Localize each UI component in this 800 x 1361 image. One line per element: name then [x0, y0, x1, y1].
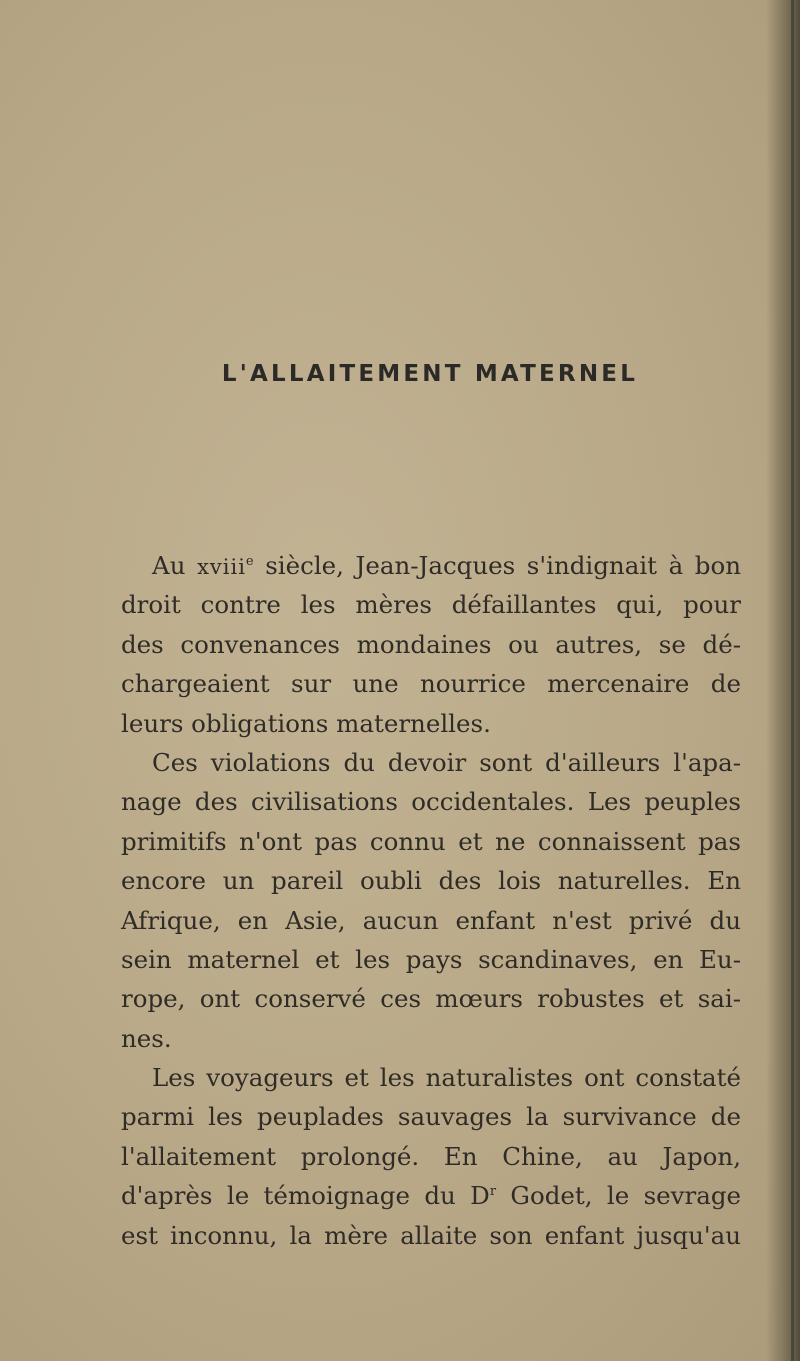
- text-fragment: des convenances mondaines ou autres, se dé-: [121, 629, 741, 659]
- text-line: [121, 1176, 741, 1215]
- text-line: [121, 704, 741, 743]
- text-line: [121, 664, 741, 703]
- text-fragment: encore un pareil oubli des lois naturelles. En: [121, 866, 741, 896]
- text-fragment: d'après le témoignage du D: [121, 1181, 490, 1211]
- text-line: [121, 822, 741, 861]
- text-line: [121, 782, 741, 821]
- text-fragment: sein maternel et les pays scandinaves, en Eu-: [121, 944, 741, 974]
- text-line: [121, 546, 741, 585]
- text-line: [121, 625, 741, 664]
- text-fragment: chargeaient sur une nourrice mercenaire de: [121, 669, 741, 699]
- text-line: [121, 1216, 741, 1255]
- text-fragment: e: [245, 554, 254, 569]
- page-edge: [766, 0, 800, 1361]
- text-fragment: l'allaitement prolongé. En Chine, au Japon,: [121, 1141, 741, 1171]
- text-fragment: Au: [152, 551, 198, 580]
- text-line: [121, 1019, 741, 1058]
- text-fragment: leurs obligations maternelles.: [121, 708, 491, 738]
- text-line: [121, 1097, 741, 1136]
- text-fragment: droit contre les mères défaillantes qui, pour: [121, 590, 741, 620]
- text-line: [121, 861, 741, 900]
- body-text: [121, 546, 741, 1255]
- text-line: [121, 1137, 741, 1176]
- text-fragment: rope, ont conservé ces mœurs robustes et sai-: [121, 984, 741, 1014]
- text-line: [121, 940, 741, 979]
- text-fragment: Les voyageurs et les naturalistes ont constaté: [152, 1063, 741, 1093]
- text-fragment: xviii: [197, 555, 246, 579]
- text-fragment: parmi les peuplades sauvages la survivance de: [121, 1102, 741, 1132]
- text-fragment: nage des civilisations occidentales. Les peuples: [121, 787, 741, 817]
- text-fragment: Godet, le sevrage: [496, 1181, 742, 1211]
- page-edge-line: [791, 0, 794, 1361]
- text-line: [121, 901, 741, 940]
- chapter-title: L'ALLAITEMENT MATERNEL: [221, 361, 639, 387]
- text-fragment: primitifs n'ont pas connu et ne connaissent pas: [121, 826, 741, 856]
- text-fragment: siècle, Jean-Jacques s'indignait à bon: [253, 551, 741, 580]
- text-fragment: r: [489, 1184, 497, 1200]
- text-fragment: Ces violations du devoir sont d'ailleurs l'apa-: [152, 747, 741, 777]
- text-fragment: est inconnu, la mère allaite son enfant jusqu'au: [121, 1220, 741, 1250]
- text-line: [121, 979, 741, 1018]
- text-fragment: nes.: [121, 1023, 172, 1053]
- text-fragment: Afrique, en Asie, aucun enfant n'est privé du: [121, 905, 741, 935]
- text-line: [121, 585, 741, 624]
- text-line: [121, 743, 741, 782]
- text-line: [121, 1058, 741, 1097]
